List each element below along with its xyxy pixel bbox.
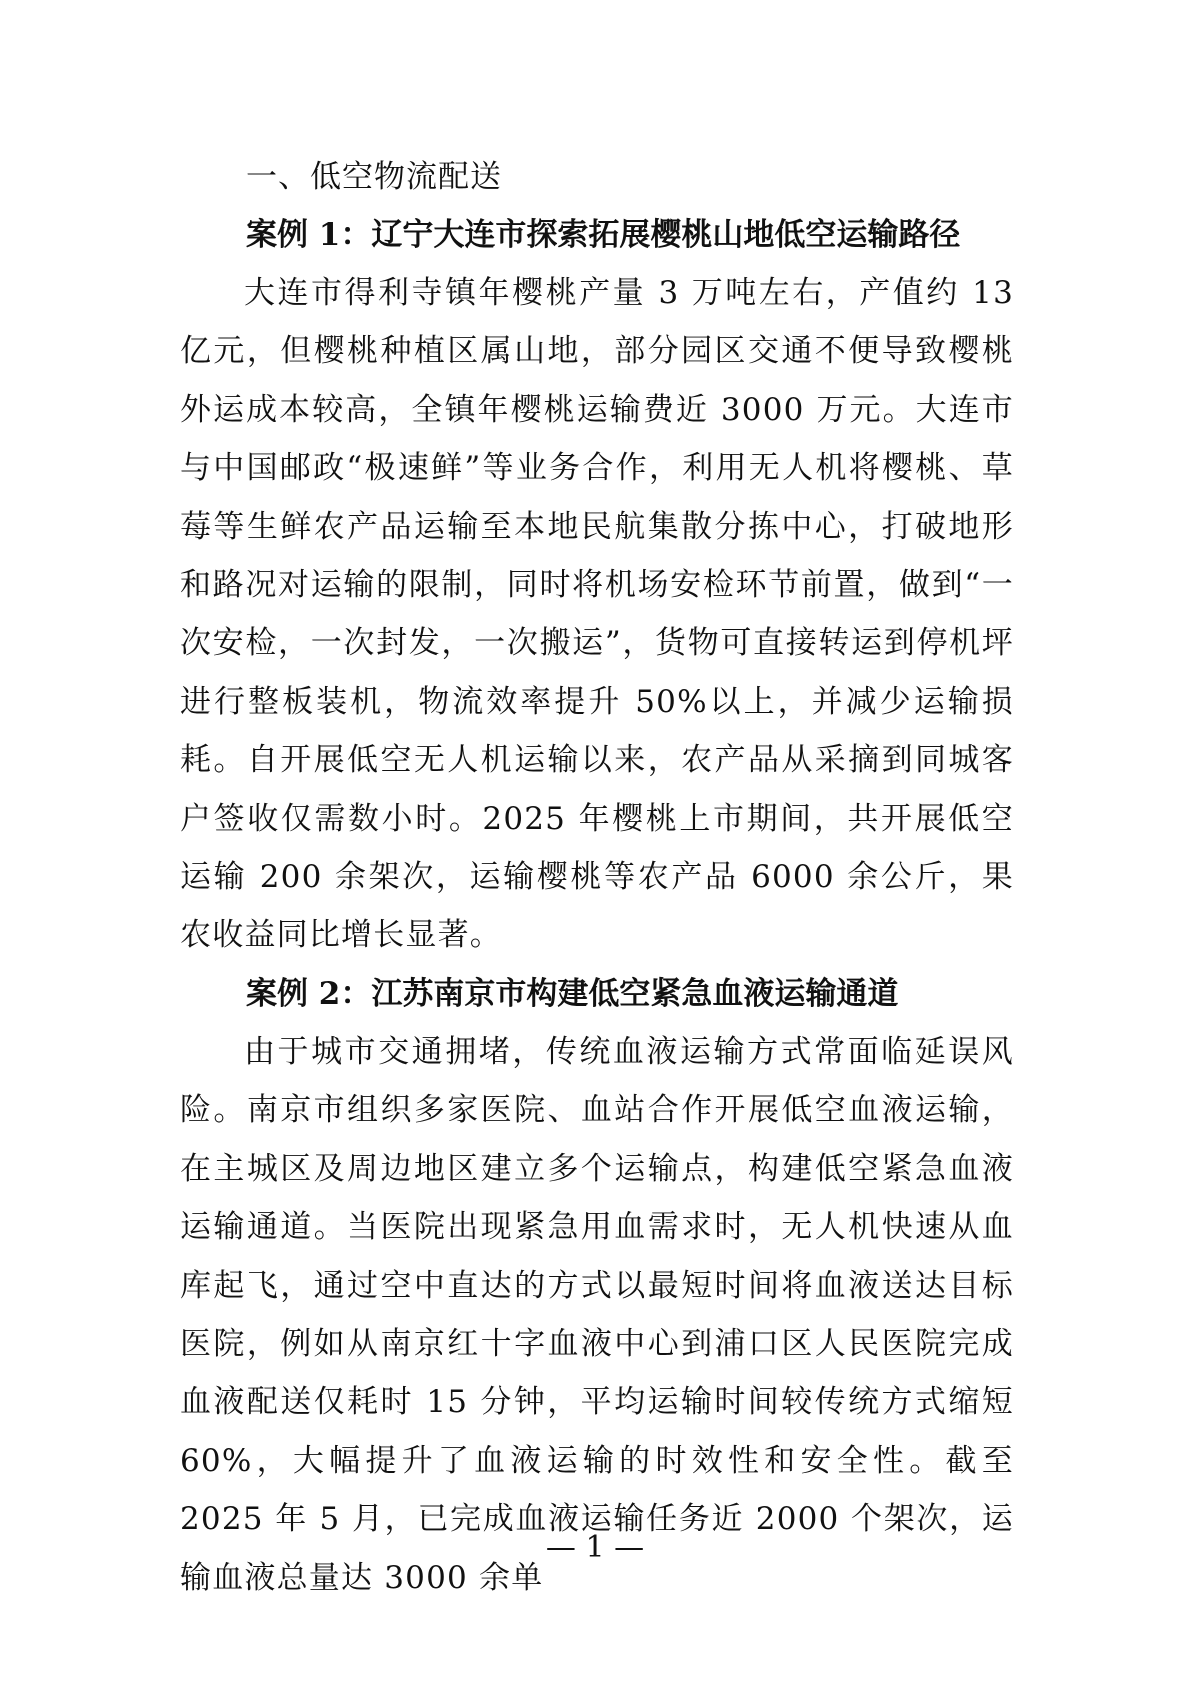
case-2-paragraph: 由于城市交通拥堵，传统血液运输方式常面临延误风险。南京市组织多家医院、血站合作开展低空血液运输，在主城区及周边地区建立多个运输点，构建低空紧急血液运输通道。当医院出现紧急用血需求时，无人机快速从血库起飞，通过空中直达的方式以最短时间将血液送达目标医院，例如从南京红十字血液中心到浦口区人民医院完成血液配送仅耗时 15 分钟，平均运输时间较传统方式缩短 60%，大幅提升了血液运输的时效性和安全性。截至 2025 年 5 月，已完成血液运输任务近 2000 个架次，运输血液总量达 3000 余单 [180, 1033, 1014, 1596]
case-2-title: 案例 2：江苏南京市构建低空紧急血液运输通道 [246, 975, 899, 1012]
section-title: 一、低空物流配送 [246, 159, 502, 195]
document-body [180, 148, 1014, 1607]
page-number: — 1 — [545, 1530, 645, 1565]
case-1-paragraph: 大连市得利寺镇年樱桃产量 3 万吨左右，产值约 13 亿元，但樱桃种植区属山地，部分园区交通不便导致樱桃外运成本较高，全镇年樱桃运输费近 3000 万元。大连市与中国邮政“极速鲜”等业务合作，利用无人机将樱桃、草莓等生鲜农产品运输至本地民航集散分拣中心，打破地形和路况对运输的限制，同时将机场安检环节前置，做到“一次安检，一次封发，一次搬运”，货物可直接转运到停机坪进行整板装机，物流效率提升 50%以上，并减少运输损耗。自开展低空无人机运输以来，农产品从采摘到同城客户签收仅需数小时。2025 年樱桃上市期间，共开展低空运输 200 余架次，运输樱桃等农产品 6000 余公斤，果农收益同比增长显著。 [180, 275, 1014, 954]
case-1-title: 案例 1：辽宁大连市探索拓展樱桃山地低空运输路径 [246, 217, 961, 253]
